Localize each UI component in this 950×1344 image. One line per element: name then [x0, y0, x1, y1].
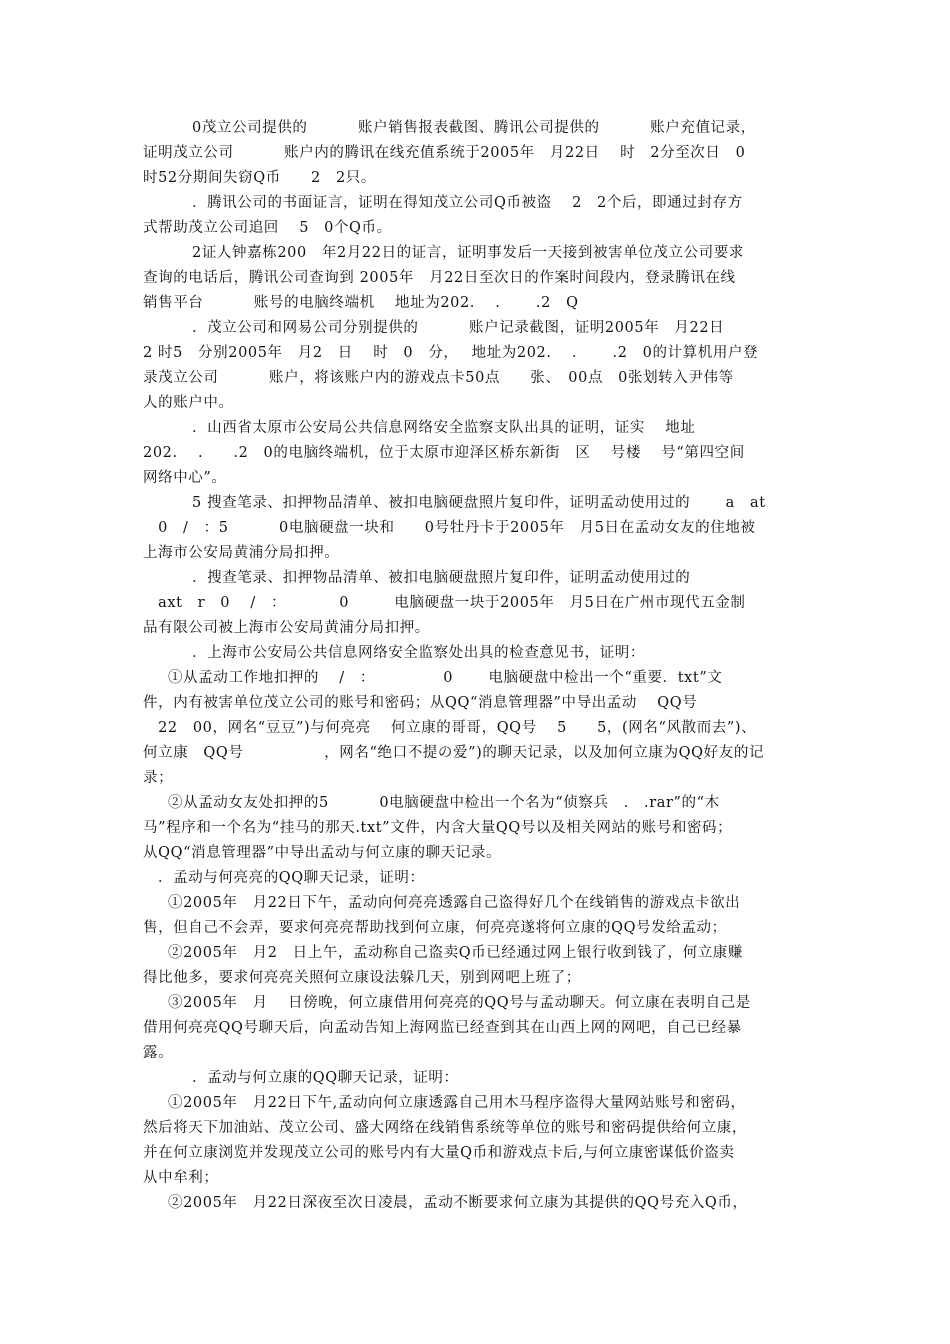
text-line: 0茂立公司提供的 账户销售报表截图、腾讯公司提供的 账户充值记录， [192, 120, 756, 136]
text-line: 从中牟利； [143, 1170, 219, 1186]
text-line: 马”程序和一个名为“挂马的那天.txt”文件，内含大量QQ号以及相关网站的账号和密码； [143, 820, 733, 836]
text-line: ．搜查笔录、扣押物品清单、被扣电脑硬盘照片复印件，证明孟动使用过的 [192, 570, 691, 586]
text-line: 何立康 QQ号 ，网名“绝口不提の爱”)的聊天记录，以及加何立康为QQ好友的记 [143, 745, 765, 761]
text-line: 品有限公司被上海市公安局黄浦分局扣押。 [143, 620, 430, 636]
text-line: 借用何亮亮QQ号聊天后，向孟动告知上海网监已经查到其在山西上网的网吧，自己已经暴 [143, 1020, 742, 1036]
text-line: 露。 [143, 1045, 174, 1061]
text-line: axt r 0 / ： 0 电脑硬盘一块于2005年 月5日在广州市现代五金制 [143, 595, 746, 611]
text-line: ．孟动与何立康的QQ聊天记录，证明： [192, 1070, 459, 1086]
text-line: ①从孟动工作地扣押的 / ： 0 电脑硬盘中检出一个“重要．txt”文 [168, 670, 723, 686]
text-line: 5 搜查笔录、扣押物品清单、被扣电脑硬盘照片复印件，证明孟动使用过的 a at [192, 495, 766, 511]
text-line: ．山西省太原市公安局公共信息网络安全监察支队出具的证明，证实 地址 [192, 420, 696, 436]
text-line: ③2005年 月 日傍晚，何立康借用何亮亮的QQ号与孟动聊天。何立康在表明自己是 [168, 995, 751, 1011]
text-line: ②从孟动女友处扣押的5 0电脑硬盘中检出一个名为“侦察兵 . .rar”的“木 [168, 795, 720, 811]
text-line: ②2005年 月2 日上午，孟动称自己盗卖Q币已经通过网上银行收到钱了，何立康赚 [168, 945, 744, 961]
text-line: 售，但自己不会弄，要求何亮亮帮助找到何立康，何亮亮遂将何立康的QQ号发给孟动； [143, 920, 727, 936]
text-line: 得比他多，要求何亮亮关照何立康设法躲几天，别到网吧上班了； [143, 970, 581, 986]
text-line: 网络中心”。 [143, 470, 227, 486]
text-line: 录茂立公司 账户，将该账户内的游戏点卡50点 张、 00点 0张划转入尹伟等 [143, 370, 734, 386]
text-line: ．茂立公司和网易公司分别提供的 账户记录截图，证明2005年 月22日 [192, 320, 725, 336]
text-line: 式帮助茂立公司追回 5 0个Q币。 [143, 220, 392, 236]
text-line: 然后将天下加油站、茂立公司、盛大网络在线销售系统等单位的账号和密码提供给何立康， [143, 1120, 747, 1136]
text-line: 2 时5 分别2005年 月2 日 时 0 分， 地址为202. . .2 0的计算机用户登 [143, 345, 759, 361]
text-line: 件，内有被害单位茂立公司的账号和密码；从QQ“消息管理器”中导出孟动 QQ号 [143, 695, 698, 711]
text-line: 0 / ：5 0电脑硬盘一块和 0号牡丹卡于2005年 月5日在孟动女友的住地被 [143, 520, 756, 536]
text-line: 时52分期间失窃Q币 2 2只。 [143, 170, 376, 186]
text-line: 查询的电话后，腾讯公司查询到 2005年 月22日至次日的作案时间段内，登录腾讯在线 [143, 270, 736, 286]
text-line: 录； [143, 770, 174, 786]
text-line: ．上海市公安局公共信息网络安全监察处出具的检查意见书，证明： [192, 645, 645, 661]
text-line: 从QQ“消息管理器”中导出孟动与何立康的聊天记录。 [143, 845, 502, 861]
text-line: 人的账户中。 [143, 395, 234, 411]
text-line: 2证人钟嘉栋200 年2月22日的证言，证明事发后一天接到被害单位茂立公司要求 [192, 245, 744, 261]
text-line: ①2005年 月22日下午，孟动向何亮亮透露自己盗得好几个在线销售的游戏点卡欲出 [168, 895, 741, 911]
text-line: ①2005年 月22日下午,孟动向何立康透露自己用木马程序盗得大量网站账号和密码， [168, 1095, 746, 1111]
text-line: ②2005年 月22日深夜至次日凌晨，孟动不断要求何立康为其提供的QQ号充入Q币， [168, 1195, 748, 1211]
text-line: 22 00，网名“豆豆”)与何亮亮 何立康的哥哥，QQ号 5 5，(网名“风散而去”)、 [143, 720, 757, 736]
text-line: ．腾讯公司的书面证言，证明在得知茂立公司Q币被盗 2 2个后，即通过封存方 [192, 195, 743, 211]
text-line: 并在何立康浏览并发现茂立公司的账号内有大量Q币和游戏点卡后,与何立康密谋低价盗卖 [143, 1145, 735, 1161]
text-line: 202. . .2 0的电脑终端机，位于太原市迎泽区桥东新街 区 号楼 号“第四空间 [143, 445, 745, 461]
text-line: 上海市公安局黄浦分局扣押。 [143, 545, 340, 561]
text-line: ．孟动与何亮亮的QQ聊天记录，证明： [158, 870, 425, 886]
text-line: 证明茂立公司 账户内的腾讯在线充值系统于2005年 月22日 时 2分至次日 0 [143, 145, 746, 161]
text-line: 销售平台 账号的电脑终端机 地址为202. . .2 Q [143, 295, 579, 311]
